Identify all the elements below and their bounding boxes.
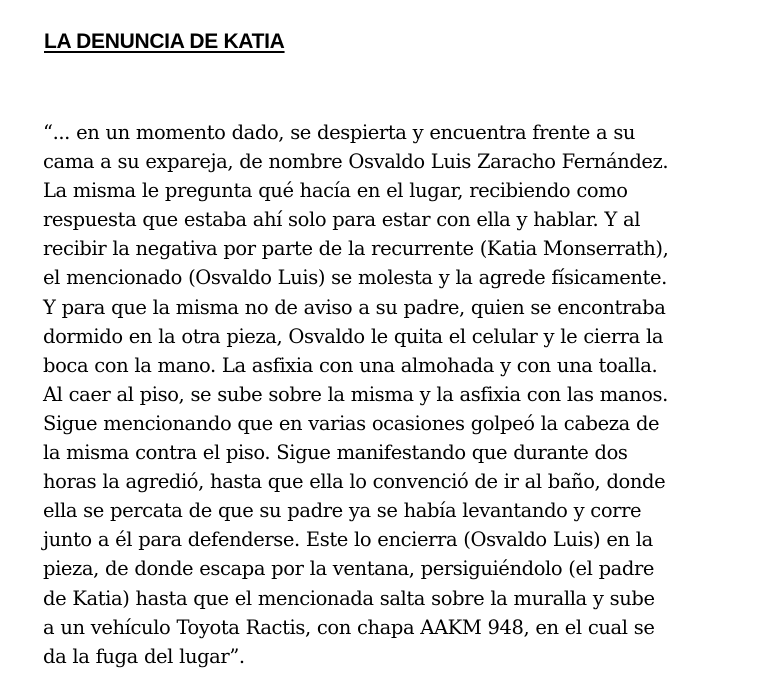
quote-line: cama a su expareja, de nombre Osvaldo Luis Zaracho Fernández. [43, 150, 669, 174]
quote-line: junto a él para defenderse. Este lo encierra (Osvaldo Luis) en la [43, 528, 653, 552]
quote-line: ella se percata de que su padre ya se había levantando y corre [43, 499, 642, 523]
quote-line: recibir la negativa por parte de la recurrente (Katia Monserrath), [43, 237, 669, 261]
document-title: LA DENUNCIA DE KATIA [44, 30, 285, 53]
quote-line: horas la agredió, hasta que ella lo convenció de ir al baño, donde [43, 470, 666, 494]
quote-line: a un vehículo Toyota Ractis, con chapa AAKM 948, en el cual se [43, 615, 655, 639]
quote-line: Al caer al piso, se sube sobre la misma y la asfixia con las manos. [43, 382, 668, 406]
quote-line: respuesta que estaba ahí solo para estar con ella y hablar. Y al [43, 208, 641, 232]
quote-line: de Katia) hasta que el mencionada salta sobre la muralla y sube [43, 586, 655, 610]
quote-line: dormido en la otra pieza, Osvaldo le quita el celular y le cierra la [43, 324, 664, 348]
quote-line: Sigue mencionando que en varias ocasiones golpeó la cabeza de [43, 411, 660, 435]
quote-line: pieza, de donde escapa por la ventana, persiguiéndolo (el padre [43, 557, 655, 581]
quote-line: la misma contra el piso. Sigue manifestando que durante dos [43, 441, 628, 465]
quote-line: La misma le pregunta qué hacía en el lugar, recibiendo como [43, 179, 628, 203]
quote-line: boca con la mano. La asfixia con una almohada y con una toalla. [43, 353, 658, 377]
quote-line: da la fuga del lugar”. [43, 644, 245, 668]
quote-line: “... en un momento dado, se despierta y encuentra frente a su [43, 121, 636, 144]
quote-line: Y para que la misma no de aviso a su padre, quien se encontraba [43, 295, 666, 319]
quote-line: el mencionado (Osvaldo Luis) se molesta y la agrede físicamente. [43, 266, 667, 290]
quoted-statement [43, 118, 763, 671]
